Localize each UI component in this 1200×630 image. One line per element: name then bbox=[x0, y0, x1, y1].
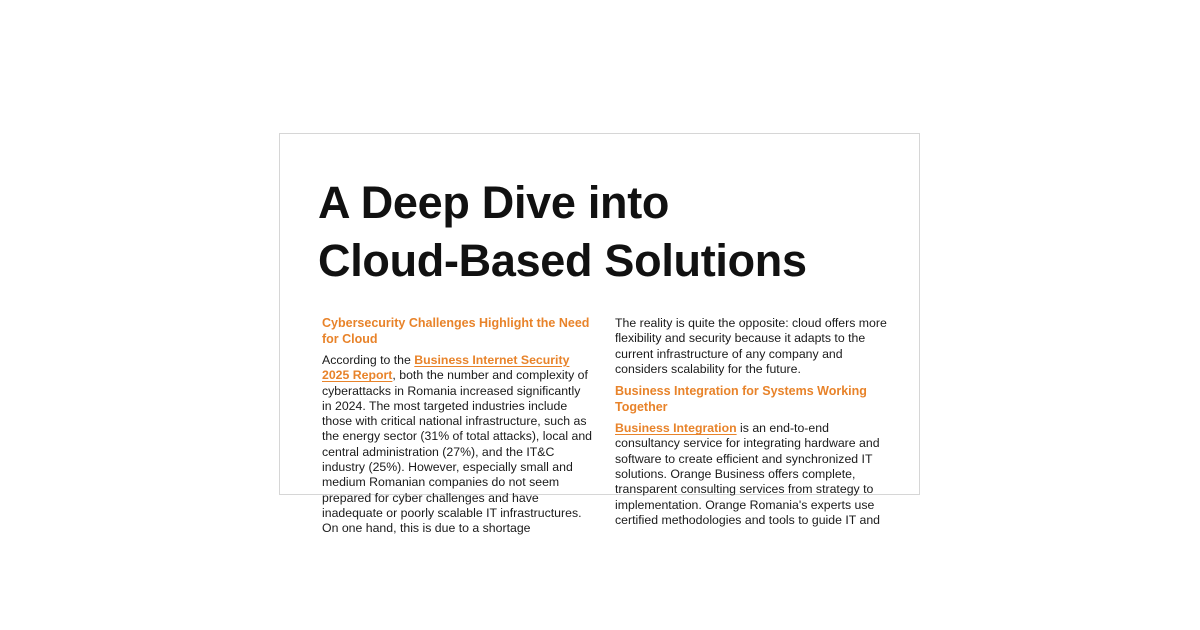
section-heading-cybersecurity: Cybersecurity Challenges Highlight the Need for Cloud bbox=[322, 316, 590, 346]
paragraph-business-integration bbox=[615, 421, 893, 528]
section-heading-business-integration: Business Integration for Systems Working Together bbox=[615, 384, 867, 414]
link-business-internet-security-report[interactable]: Business Internet Security 2025 Report bbox=[322, 353, 570, 383]
paragraph-cybersecurity bbox=[322, 353, 592, 537]
document-title bbox=[318, 174, 807, 290]
paragraph-body-text: , both the number and complexity of cyberattacks in Romania increased significantly in 2024. The most targeted industries include those with critical national infrastructure, such as the energy sector (31% of total attacks), local and central administration (27%), and the IT&C industry (25%). However, especially small and medium Romanian companies do not seem prepared for cyber challenges and have inadequate or poorly scalable IT infrastructures. On one hand, this is due to a shortage bbox=[322, 368, 592, 536]
link-business-integration[interactable]: Business Integration bbox=[615, 421, 737, 436]
paragraph-intro-text: According to the bbox=[322, 353, 415, 367]
paragraph-cloud-reality: The reality is quite the opposite: cloud offers more flexibility and security because it adapts to the current infrastructure of any company and considers scalability for the future. bbox=[615, 316, 887, 376]
paragraph-body-text: is an end-to-end consultancy service for integrating hardware and software to create efficient and synchronized IT solutions. Orange Business offers complete, transparent consulting services from strategy to implementation. Orange Romania's experts use certified methodologies and tools to guide IT and bbox=[615, 421, 881, 527]
document-preview bbox=[279, 133, 920, 536]
left-column bbox=[322, 316, 592, 537]
document-title-line-2: Cloud-Based Solutions bbox=[318, 235, 807, 286]
document-title-line-1: A Deep Dive into bbox=[318, 177, 670, 228]
right-column bbox=[615, 316, 893, 528]
